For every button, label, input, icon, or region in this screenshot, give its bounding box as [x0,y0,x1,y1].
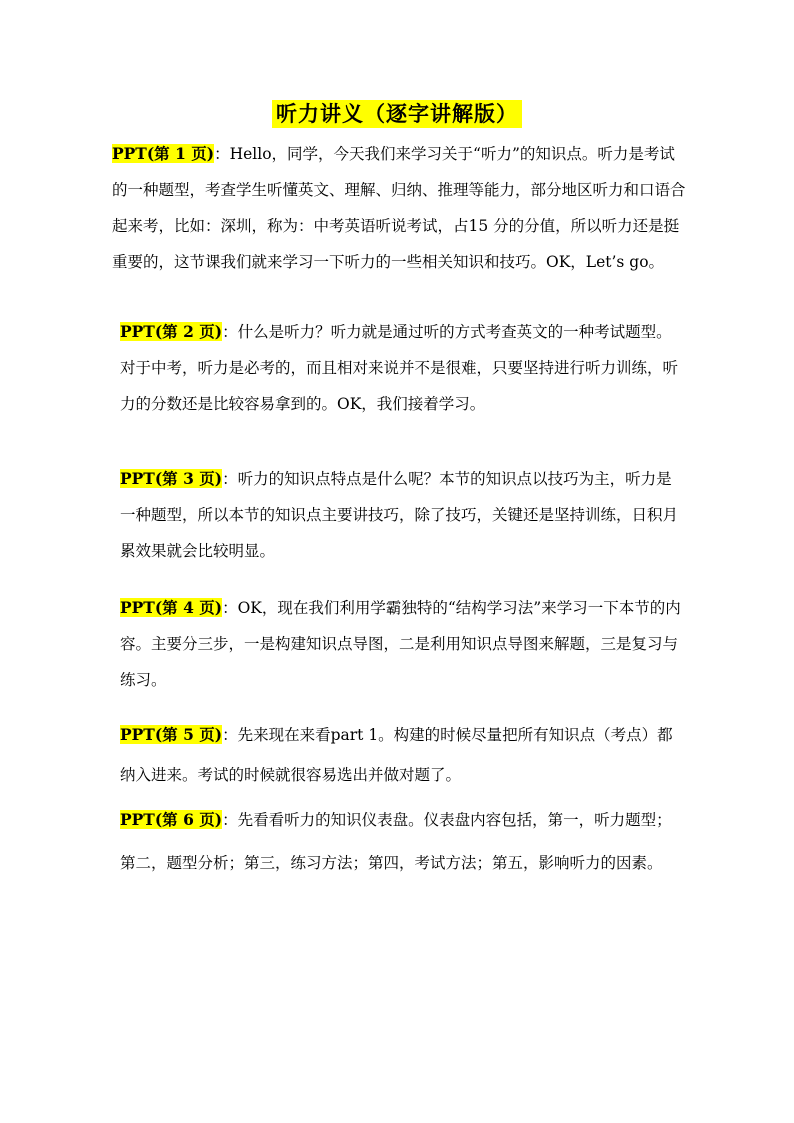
paragraph-ppt-1 [112,136,690,280]
ppt-label-6: PPT(第 6 页) [120,810,223,829]
ppt-label-5: PPT(第 5 页) [120,725,223,744]
document-title [0,98,794,128]
ppt-label-1: PPT(第 1 页) [112,144,215,163]
paragraph-ppt-5 [120,715,686,795]
ppt-label-3: PPT(第 3 页) [120,469,223,488]
ppt-label-2: PPT(第 2 页) [120,322,223,341]
paragraph-ppt-2 [120,314,686,422]
paragraph-text-1: ：Hello，同学，今天我们来学习关于“听力”的知识点。听力是考试的一种题型，考查学生听懂英文、理解、归纳、推理等能力，部分地区听力和口语合起来考，比如：深圳，称为：中考英语听说考试，占15 分的分值，所以听力还是挺重要的，这节课我们就来学习一下听力的一些相关知识和技巧。OK，Let’s go。 [112,145,686,271]
paragraph-ppt-6 [120,798,686,885]
ppt-label-4: PPT(第 4 页) [120,598,223,617]
paragraph-text-5: ：先来现在来看part 1。构建的时候尽量把所有知识点（考点）都纳入进来。考试的时候就很容易选出并做对题了。 [120,726,673,784]
document-title-text: 听力讲义（逐字讲解版） [272,100,522,128]
paragraph-ppt-3 [120,461,686,569]
paragraph-text-4: ：OK，现在我们利用学霸独特的“结构学习法”来学习一下本节的内容。主要分三步，一是构建知识点导图，二是利用知识点导图来解题，三是复习与练习。 [120,599,681,689]
paragraph-text-3: ：听力的知识点特点是什么呢？本节的知识点以技巧为主，听力是一种题型，所以本节的知识点主要讲技巧，除了技巧，关键还是坚持训练，日积月累效果就会比较明显。 [120,470,679,560]
paragraph-text-2: ：什么是听力？听力就是通过听的方式考查英文的一种考试题型。对于中考，听力是必考的，而且相对来说并不是很难，只要坚持进行听力训练，听力的分数还是比较容易拿到的。OK，我们接着学习。 [120,323,679,413]
paragraph-text-6: ：先看看听力的知识仪表盘。仪表盘内容包括，第一，听力题型；第二，题型分析；第三，练习方法；第四，考试方法；第五，影响听力的因素。 [120,811,672,872]
paragraph-ppt-4 [120,590,686,698]
